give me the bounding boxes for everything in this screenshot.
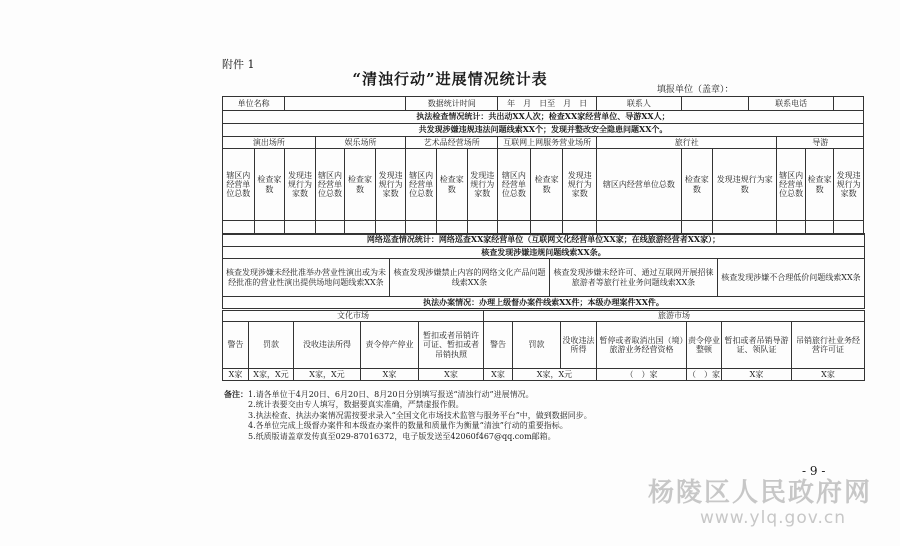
- fill-unit-label: 填报单位（盖章）：: [657, 85, 734, 95]
- val-confiscate: X家，X元: [294, 369, 361, 381]
- category-entertainment: 娱乐场所: [315, 137, 406, 149]
- market-tourism: 旅游市场: [484, 311, 865, 322]
- art-violations: 发现违规行为家数: [467, 149, 498, 221]
- ent-district-total: 辖区内经营单位总数: [315, 149, 345, 221]
- finding-internet-travel: 核查发现涉嫌未经许可、通过互联网开展招徕旅游者等旅行社业务问题线索XX条: [550, 259, 718, 297]
- val-t-revoke-guide: X家: [722, 369, 792, 381]
- notes-heading: 备注：: [224, 389, 248, 399]
- finding-performance: 核查发现涉嫌未经批准举办营业性演出或为未经批准的营业性演出提供场地问题线索XX条: [223, 259, 390, 297]
- category-guide: 导游: [777, 137, 864, 149]
- pen-t-revoke-guide: 暂扣或者吊销导游证、领队证: [722, 322, 792, 369]
- guide-violations: 发现违规行为家数: [834, 149, 864, 221]
- val-warning: X家: [223, 369, 249, 381]
- pen-suspend: 责令停产停业: [361, 322, 419, 369]
- val-t-revoke-agency: X家: [792, 369, 865, 381]
- stat-time-value: 年 月 日至 月 日: [498, 97, 597, 111]
- note-3: 3.执法检查、执法办案情况需按要求录入“全国文化市场技术监管与服务平台”中，做到数据同步。: [248, 410, 592, 420]
- stats-table-middle: [222, 233, 865, 309]
- net-district-total: 辖区内经营单位总数: [498, 149, 531, 221]
- page-number: - 9 -: [802, 464, 826, 478]
- guide-checked: 检查家数: [805, 149, 833, 221]
- market-culture: 文化市场: [223, 311, 484, 322]
- val-t-order-suspend: （ ）家: [688, 369, 720, 379]
- watermark-url: www.ylq.gov.cn: [700, 508, 846, 528]
- pen-revoke: 暂扣或者吊销许可证、暂扣或者吊销执照: [419, 322, 484, 369]
- val-suspend: X家: [361, 369, 419, 381]
- enforcement-line-1: 执法检查情况统计：共出动XX人次；检查XX家经营单位、导游XX人；: [223, 111, 864, 124]
- phone-label: 联系电话: [748, 97, 833, 111]
- unit-name-value: [285, 97, 406, 111]
- unit-name-label: 单位名称: [223, 97, 285, 111]
- category-performance: 演出场所: [223, 137, 316, 149]
- note-4: 4.各单位完成上级督办案件和本级查办案件的数量和质量作为衡量“清浊”行动的重要指标。: [248, 421, 568, 431]
- note-1: 1.请各单位于4月20日、6月20日、8月20日分别填写报送“清浊行动”进展情况。: [248, 390, 534, 399]
- pen-t-fine: 罚款: [513, 322, 561, 369]
- pen-t-warning: 警告: [484, 322, 513, 369]
- stats-table-penalties: [222, 310, 865, 381]
- note-2: 2.统计表要交由专人填写，数据要真实准确，严禁虚报作假。: [248, 400, 464, 410]
- category-internet: 互联网上网服务营业场所: [498, 137, 597, 149]
- network-line-1: 网络巡查情况统计：网络巡查XX家经营单位（互联网文化经营单位XX家；在线旅游经营者XX家）；: [223, 234, 865, 247]
- perf-violations: 发现违规行为家数: [285, 149, 316, 221]
- net-violations: 发现违规行为家数: [563, 149, 597, 221]
- watermark-title: 杨陵区人民政府网: [648, 478, 873, 508]
- stat-time-label: 数据统计时间: [406, 97, 498, 111]
- pen-t-suspend-outbound: 暂停或者取消出国（境）旅游业务经营资格: [597, 322, 687, 369]
- net-checked: 检查家数: [530, 149, 563, 221]
- attachment-label: 附件 1: [222, 58, 255, 71]
- ta-district-total: 辖区内经营单位总数: [597, 149, 681, 221]
- ent-violations: 发现违规行为家数: [375, 149, 406, 221]
- pen-warning: 警告: [223, 322, 249, 369]
- note-5: 5.纸质版请盖章发传真至029-87016372，电子版发送至42060f467@qq.com邮箱。: [248, 431, 556, 441]
- pen-t-confiscate: 没收违法所得: [561, 322, 597, 369]
- stats-table-top: [222, 96, 864, 235]
- val-t-fine: X家，X元: [513, 369, 597, 381]
- val-fine: X家，X元: [249, 369, 294, 381]
- art-district-total: 辖区内经营单位总数: [406, 149, 437, 221]
- ent-checked: 检查家数: [345, 149, 376, 221]
- network-line-2: 核查发现涉嫌违规问题线索XX条。: [223, 247, 865, 259]
- pen-t-revoke-agency: 吊销旅行社业务经营许可证: [792, 322, 865, 369]
- perf-district-total: 辖区内经营单位总数: [223, 149, 255, 221]
- pen-t-order-suspend: 责令停业整顿: [687, 322, 722, 369]
- enforcement-line-2: 共发现涉嫌违规违法问题线索XX个；发现并整改安全隐患问题XX个。: [223, 124, 864, 137]
- val-t-suspend-outbound: （ ）家: [597, 369, 687, 381]
- pen-fine: 罚款: [249, 322, 294, 369]
- finding-low-price: 核查发现涉嫌不合理低价问题线索XX条: [718, 259, 865, 297]
- category-travel-agency: 旅行社: [597, 137, 777, 149]
- guide-district-total: 辖区内经营单位总数: [777, 149, 805, 221]
- notes: [224, 389, 864, 442]
- contact-label: 联系人: [597, 97, 681, 111]
- pen-confiscate: 没收违法所得: [294, 322, 361, 369]
- category-art: 艺术品经营场所: [406, 137, 498, 149]
- phone-value: [834, 97, 864, 111]
- case-line: 执法办案情况：办理上级督办案件线索XX件；本级办理案件XX件。: [223, 297, 865, 309]
- val-revoke: X家: [419, 369, 484, 381]
- perf-checked: 检查家数: [254, 149, 285, 221]
- ta-checked: 检查家数: [681, 149, 713, 221]
- finding-network-culture: 核查发现涉嫌禁止内容的网络文化产品问题线索XX条: [390, 259, 550, 297]
- ta-violations: 发现违规行为家数: [713, 149, 777, 221]
- contact-value: [681, 97, 748, 111]
- document-title: “清浊行动”进展情况统计表: [352, 70, 548, 88]
- val-t-warning: X家: [484, 369, 513, 381]
- art-checked: 检查家数: [436, 149, 467, 221]
